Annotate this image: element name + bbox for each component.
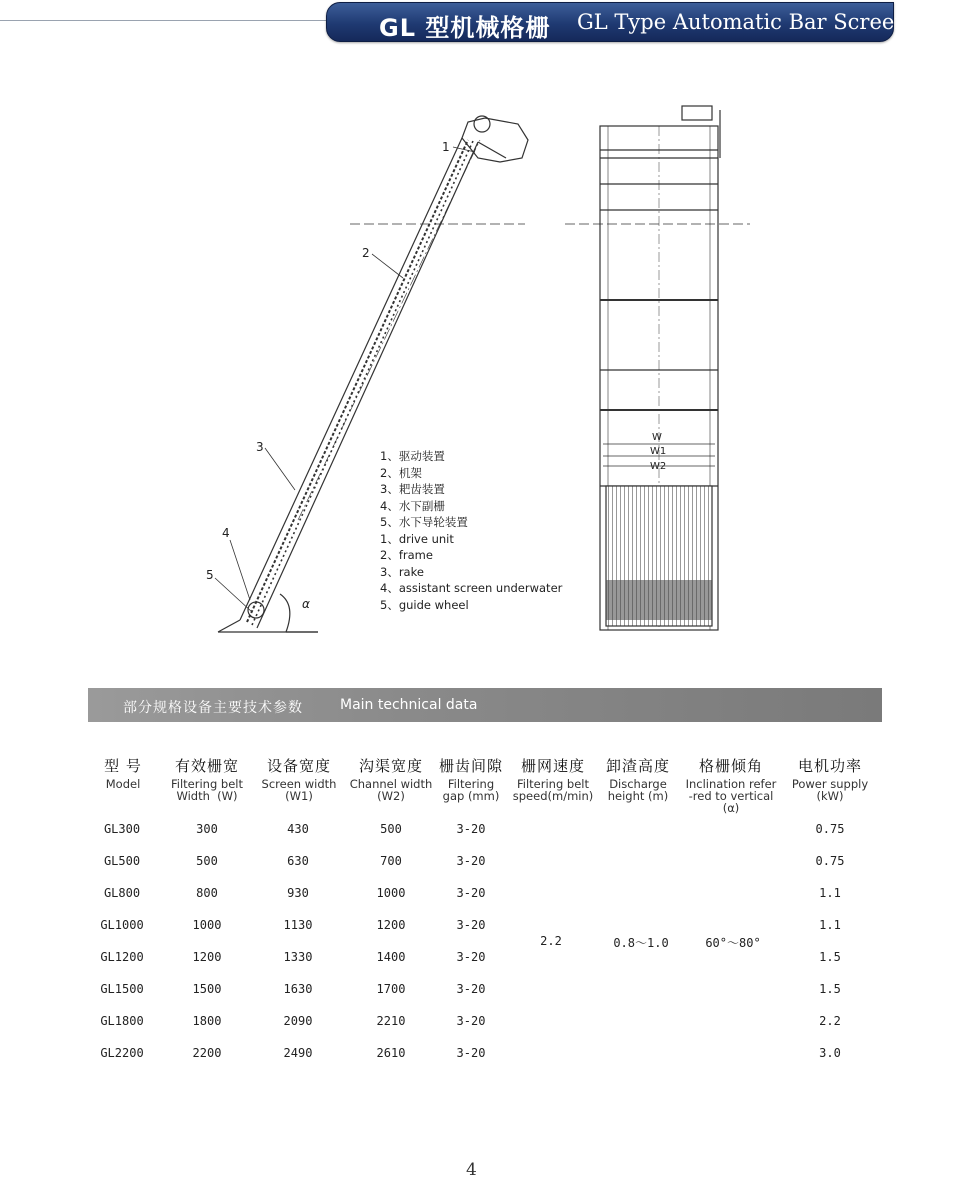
cell-model: GL300 bbox=[103, 822, 141, 836]
header-inclination-cn: 格栅倾角 bbox=[698, 757, 764, 775]
label-w2: W2 bbox=[650, 461, 667, 472]
cell-model: GL1000 bbox=[100, 918, 144, 932]
cell-gap: 3-20 bbox=[456, 982, 486, 996]
title-banner bbox=[326, 2, 908, 42]
header-channel-width bbox=[350, 755, 433, 802]
callout-5: 5 bbox=[206, 568, 214, 582]
label-w: W bbox=[652, 432, 662, 443]
cell-model: GL1800 bbox=[100, 1014, 144, 1028]
cell-power: 0.75 bbox=[815, 822, 845, 836]
cell-gap: 3-20 bbox=[456, 1014, 486, 1028]
cell-w1: 2090 bbox=[283, 1014, 313, 1028]
cell-model: GL500 bbox=[103, 854, 141, 868]
callout-3: 3 bbox=[256, 440, 264, 454]
cell-w: 1800 bbox=[192, 1014, 222, 1028]
cell-w2: 2210 bbox=[376, 1014, 406, 1028]
section-title-cn: 部分规格设备主要技术参数 bbox=[123, 700, 303, 716]
label-w1: W1 bbox=[650, 446, 667, 457]
cell-model: GL1500 bbox=[100, 982, 144, 996]
cell-w2: 1200 bbox=[376, 918, 406, 932]
front-labels bbox=[650, 432, 666, 472]
cell-w1: 630 bbox=[287, 854, 309, 868]
header-inclination bbox=[686, 755, 777, 814]
cell-w: 1200 bbox=[192, 950, 222, 964]
legend-cn-4: 4、水下副栅 bbox=[380, 498, 445, 513]
legend-en-1: 1、drive unit bbox=[380, 531, 454, 546]
cell-power: 1.5 bbox=[819, 950, 841, 964]
cell-gap: 3-20 bbox=[456, 822, 486, 836]
header-power-en: Power supply (kW) bbox=[791, 777, 869, 803]
legend-en-4: 4、assistant screen underwater bbox=[380, 581, 563, 595]
cell-w1: 1630 bbox=[283, 982, 313, 996]
cell-w: 300 bbox=[196, 822, 218, 836]
header-speed-en: Filtering belt speed(m/min) bbox=[512, 777, 594, 803]
cell-w: 1500 bbox=[192, 982, 222, 996]
cell-w: 2200 bbox=[192, 1046, 222, 1060]
cell-w: 500 bbox=[196, 854, 218, 868]
cell-w: 800 bbox=[196, 886, 218, 900]
header-discharge-en: Discharge height (m) bbox=[607, 777, 669, 803]
legend-cn-3: 3、耙齿装置 bbox=[380, 482, 445, 496]
angle-arc bbox=[280, 594, 290, 632]
legend-en-2: 2、frame bbox=[380, 548, 433, 562]
header-speed bbox=[513, 755, 593, 802]
header-width bbox=[171, 755, 243, 802]
cell-gap: 3-20 bbox=[456, 950, 486, 964]
angle-symbol: α bbox=[302, 597, 310, 611]
header-width-en: Filtering belt Width (W) bbox=[171, 777, 243, 803]
callout-1: 1 bbox=[442, 140, 450, 154]
legend-cn-1: 1、驱动装置 bbox=[380, 449, 445, 463]
header-inclination-en: Inclination refer -red to vertical (α) bbox=[685, 777, 777, 815]
cell-w2: 2610 bbox=[376, 1046, 406, 1060]
header-power-cn: 电机功率 bbox=[797, 757, 862, 775]
cell-model: GL800 bbox=[103, 886, 141, 900]
header-speed-cn: 栅网速度 bbox=[520, 757, 586, 775]
header-model bbox=[104, 755, 142, 790]
cell-gap: 3-20 bbox=[456, 886, 486, 900]
cell-w1: 930 bbox=[287, 886, 309, 900]
cell-w1: 1130 bbox=[283, 918, 313, 932]
cell-power: 1.5 bbox=[819, 982, 841, 996]
cell-w2: 700 bbox=[380, 854, 402, 868]
header-channel-width-cn: 沟渠宽度 bbox=[358, 757, 424, 775]
cell-model: GL1200 bbox=[100, 950, 144, 964]
cell-power: 3.0 bbox=[819, 1046, 841, 1060]
section-title-en: Main technical data bbox=[340, 697, 478, 713]
cell-w1: 2490 bbox=[283, 1046, 313, 1060]
legend-cn-5: 5、水下导轮装置 bbox=[380, 515, 468, 529]
cell-w2: 1400 bbox=[376, 950, 406, 964]
header-power bbox=[792, 755, 868, 802]
cell-w1: 430 bbox=[287, 822, 309, 836]
section-header bbox=[88, 688, 882, 722]
cell-w1: 1330 bbox=[283, 950, 313, 964]
header-gap bbox=[439, 755, 503, 802]
header-model-en: Model bbox=[105, 777, 141, 791]
cell-power: 2.2 bbox=[819, 1014, 841, 1028]
header-width-cn: 有效栅宽 bbox=[174, 757, 239, 775]
cell-w2: 1700 bbox=[376, 982, 406, 996]
header-gap-en: Filtering gap (mm) bbox=[442, 777, 500, 803]
callout-4: 4 bbox=[222, 526, 230, 540]
header-model-cn: 型 号 bbox=[104, 757, 142, 775]
legend-en-3: 3、rake bbox=[380, 564, 424, 579]
title-cn: GL 型机械格栅 bbox=[379, 14, 551, 42]
component-legend bbox=[380, 448, 562, 613]
cell-gap: 3-20 bbox=[456, 854, 486, 868]
header-rule bbox=[0, 20, 330, 21]
cell-gap: 3-20 bbox=[456, 918, 486, 932]
page-number: 4 bbox=[466, 1160, 477, 1180]
cell-power: 1.1 bbox=[819, 918, 841, 932]
header-screen-width-en: Screen width (W1) bbox=[261, 777, 337, 803]
cell-discharge-shared: 0.8～1.0 bbox=[613, 936, 669, 950]
title-en: GL Type Automatic Bar Screen bbox=[577, 10, 908, 34]
header-discharge bbox=[606, 755, 670, 802]
cell-gap: 3-20 bbox=[456, 1046, 486, 1060]
front-view bbox=[565, 106, 750, 630]
header-screen-width bbox=[262, 755, 337, 802]
cell-w2: 1000 bbox=[376, 886, 406, 900]
cell-model: GL2200 bbox=[100, 1046, 144, 1060]
cell-inclination-shared: 60°～80° bbox=[705, 936, 761, 950]
header-screen-width-cn: 设备宽度 bbox=[266, 757, 332, 775]
legend-en-5: 5、guide wheel bbox=[380, 597, 469, 612]
motor bbox=[682, 106, 712, 120]
callout-2: 2 bbox=[362, 246, 370, 260]
cell-power: 1.1 bbox=[819, 886, 841, 900]
cell-power: 0.75 bbox=[815, 854, 845, 868]
cell-speed-shared: 2.2 bbox=[540, 934, 562, 948]
header-discharge-cn: 卸渣高度 bbox=[605, 757, 671, 775]
header-gap-cn: 栅齿间隙 bbox=[438, 757, 504, 775]
header-channel-width-en: Channel width (W2) bbox=[349, 777, 433, 803]
legend-cn-2: 2、机架 bbox=[380, 465, 422, 480]
cell-w: 1000 bbox=[192, 918, 222, 932]
cell-w2: 500 bbox=[380, 822, 402, 836]
